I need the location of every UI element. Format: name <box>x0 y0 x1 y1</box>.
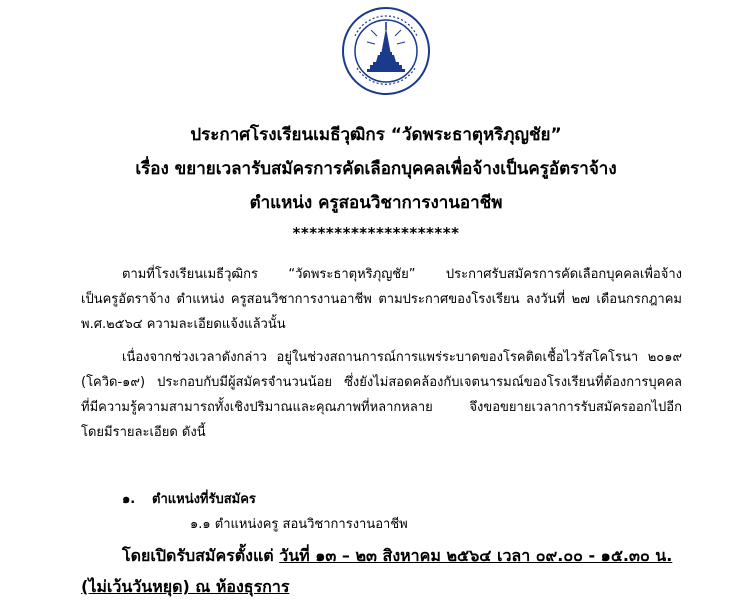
paragraph-1-line-3: พ.ศ.๒๕๖๔ ความละเอียดแจ้งแล้วนั้น <box>81 317 286 332</box>
paragraph-1-line-2: เป็นครูอัตราจ้าง ตำแหน่ง ครูสอนวิชาการงานอาชีพ ตามประกาศของโรงเรียน ลงวันที่ ๒๗ เดือนกรกฎาคม <box>81 292 682 307</box>
section-1-heading <box>122 488 256 509</box>
divider-stars: ******************** <box>292 224 460 242</box>
paragraph-2-line-3: ที่มีความรู้ความสามารถทั้งเชิงปริมาณและคุณภาพที่หลากหลาย จึงขอขยายเวลาการรับสมัครออกไปอีก <box>81 400 682 415</box>
schedule-lead: โดยเปิดรับสมัครตั้งแต่ <box>122 546 280 565</box>
schedule-line-2: (ไม่เว้นวันหยุด) ณ ห้องธุรการ <box>81 577 290 596</box>
section-1-number: ๑. <box>122 492 136 507</box>
school-seal-stupa-icon <box>341 6 431 96</box>
schedule-dates: วันที่ ๑๓ – ๒๓ สิงหาคม ๒๕๖๔ เวลา ๐๙.๐๐ - ๑๕.๓๐ น. <box>279 546 673 565</box>
section-1-title: ตำแหน่งที่รับสมัคร <box>152 492 256 507</box>
section-1-1-item: ๑.๑ ตำแหน่งครู สอนวิชาการงานอาชีพ <box>190 517 408 532</box>
paragraph-1-line-1: ตามที่โรงเรียนเมธีวุฒิกร “วัดพระธาตุหริภุญชัย” ประกาศรับสมัครการคัดเลือกบุคคลเพื่อจ้าง <box>122 267 682 282</box>
school-seal-logo <box>341 6 431 96</box>
paragraph-2-line-4: โดยมีรายละเอียด ดังนี้ <box>81 425 206 440</box>
announcement-subject: เรื่อง ขยายเวลารับสมัครการคัดเลือกบุคคลเพื่อจ้างเป็นครูอัตราจ้าง <box>135 159 617 179</box>
paragraph-2-line-1: เนื่องจากช่วงเวลาดังกล่าว อยู่ในช่วงสถานการณ์การแพร่ระบาดของโรคติดเชื้อไวรัสโคโรนา ๒๐๑๙ <box>122 350 682 365</box>
paragraph-2-line-2: (โควิด-๑๙) ประกอบกับมีผู้สมัครจำนวนน้อย ซึ่งยังไม่สอดคล้องกับเจตนารมณ์ของโรงเรียนที่ต้องการบุคคล <box>81 375 682 390</box>
announcement-title: ประกาศโรงเรียนเมธีวุฒิกร “วัดพระธาตุหริภุญชัย” <box>190 125 562 145</box>
schedule-line-1 <box>122 544 672 569</box>
announcement-position: ตำแหน่ง ครูสอนวิชาการงานอาชีพ <box>249 193 503 213</box>
